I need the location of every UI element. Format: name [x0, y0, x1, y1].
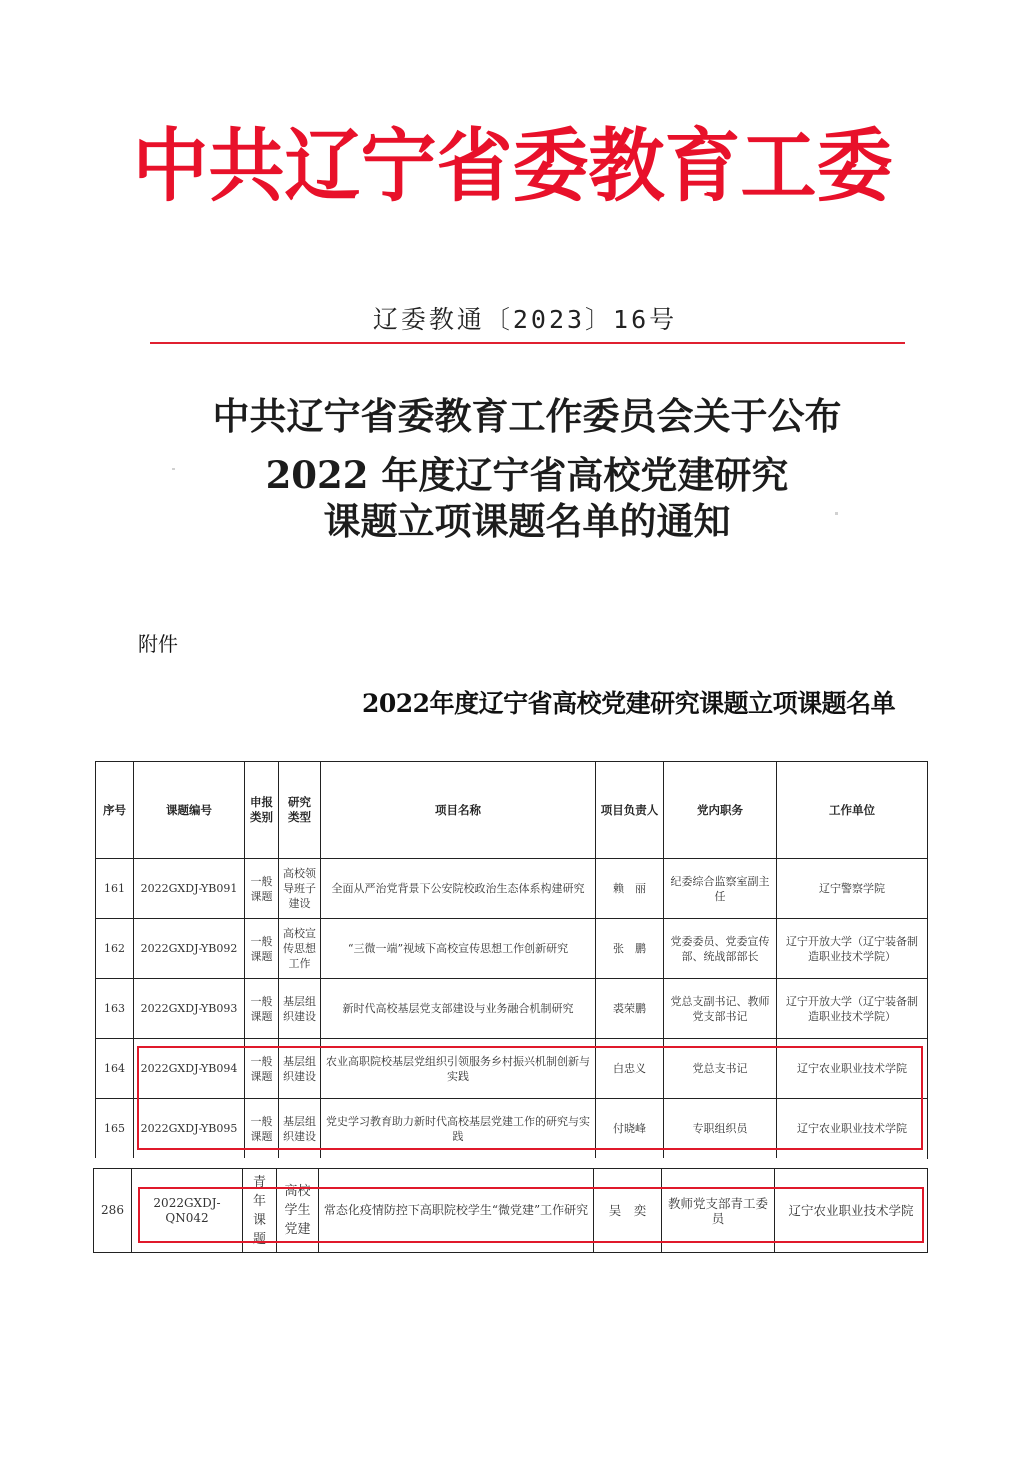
attachment-label: 附件: [138, 632, 178, 656]
cell-project: 农业高职院校基层党组织引领服务乡村振兴机制创新与实践: [321, 1039, 596, 1099]
cell-leader: 付晓峰: [596, 1099, 664, 1159]
cell-category: 一般课题: [245, 919, 279, 979]
cell-code: 2022GXDJ-QN042: [132, 1169, 243, 1253]
cell-leader: 赖 丽: [596, 859, 664, 919]
cell-category: 一般课题: [245, 1039, 279, 1099]
cell-code: 2022GXDJ-YB095: [134, 1099, 245, 1159]
list-title: 2022年度辽宁省高校党建研究课题立项课题名单: [362, 689, 896, 718]
cell-duty: 纪委综合监察室副主任: [664, 859, 777, 919]
cell-type: 基层组织建设: [279, 1099, 321, 1159]
cell-seq: 163: [96, 979, 134, 1039]
cell-unit: 辽宁农业职业技术学院: [777, 1099, 928, 1159]
column-header-code: 课题编号: [134, 762, 245, 859]
column-header-type: 研究类型: [279, 762, 321, 859]
cell-code: 2022GXDJ-YB094: [134, 1039, 245, 1099]
column-header-leader: 项目负责人: [596, 762, 664, 859]
cell-category: 青年课题: [243, 1169, 277, 1253]
cell-category: 一般课题: [245, 859, 279, 919]
table-row: [96, 979, 928, 1039]
document-number: 辽委教通〔2023〕16号: [372, 305, 678, 334]
notice-title-line-3: 课题立项课题名单的通知: [323, 499, 731, 543]
cell-seq: 161: [96, 859, 134, 919]
cell-type: 基层组织建设: [279, 1039, 321, 1099]
cell-code: 2022GXDJ-YB092: [134, 919, 245, 979]
cell-duty: 教师党支部青工委员: [662, 1169, 775, 1253]
cell-project: 党史学习教育助力新时代高校基层党建工作的研究与实践: [321, 1099, 596, 1159]
cell-project: “三微一端”视域下高校宣传思想工作创新研究: [321, 919, 596, 979]
cell-unit: 辽宁农业职业技术学院: [775, 1169, 928, 1253]
column-header-seq: 序号: [96, 762, 134, 859]
highlight-box-row-286: [138, 1187, 924, 1243]
cell-duty: 党总支副书记、教师党支部书记: [664, 979, 777, 1039]
cell-unit: 辽宁农业职业技术学院: [777, 1039, 928, 1099]
highlight-box-rows-164-165: [137, 1046, 923, 1150]
column-header-project: 项目名称: [321, 762, 596, 859]
scan-speck: [172, 468, 175, 470]
cell-duty: 党总支书记: [664, 1039, 777, 1099]
cell-leader: 裘荣鹏: [596, 979, 664, 1039]
column-header-unit: 工作单位: [777, 762, 928, 859]
cell-project: 常态化疫情防控下高职院校学生“微党建”工作研究: [319, 1169, 594, 1253]
cell-seq: 164: [96, 1039, 134, 1099]
cell-seq: 162: [96, 919, 134, 979]
cell-code: 2022GXDJ-YB091: [134, 859, 245, 919]
cell-project: 新时代高校基层党支部建设与业务融合机制研究: [321, 979, 596, 1039]
cell-type: 高校宣传思想工作: [279, 919, 321, 979]
cell-leader: 吴 奕: [594, 1169, 662, 1253]
cell-type: 高校学生党建: [277, 1169, 319, 1253]
cell-category: 一般课题: [245, 979, 279, 1039]
table-gap: [95, 1158, 927, 1168]
notice-title-line-2: 2022 年度辽宁省高校党建研究: [265, 453, 789, 497]
column-header-category: 申报类别: [245, 762, 279, 859]
table-row: [96, 919, 928, 979]
cell-project: 全面从严治党背景下公安院校政治生态体系构建研究: [321, 859, 596, 919]
table-row: [96, 859, 928, 919]
cell-code: 2022GXDJ-YB093: [134, 979, 245, 1039]
cell-unit: 辽宁开放大学（辽宁装备制造职业技术学院）: [777, 919, 928, 979]
cell-seq: 165: [96, 1099, 134, 1159]
cell-category: 一般课题: [245, 1099, 279, 1159]
table-header-row: [96, 762, 928, 859]
cell-unit: 辽宁警察学院: [777, 859, 928, 919]
red-rule: [150, 342, 905, 344]
cell-leader: 张 鹏: [596, 919, 664, 979]
cell-unit: 辽宁开放大学（辽宁装备制造职业技术学院）: [777, 979, 928, 1039]
notice-title-line-1: 中共辽宁省委教育工作委员会关于公布: [212, 394, 842, 438]
scan-speck: [835, 512, 838, 515]
cell-leader: 白忠义: [596, 1039, 664, 1099]
cell-type: 高校领导班子建设: [279, 859, 321, 919]
cell-duty: 党委委员、党委宣传部、统战部部长: [664, 919, 777, 979]
masthead: 中共辽宁省委教育工委: [132, 118, 893, 213]
column-header-duty: 党内职务: [664, 762, 777, 859]
cell-type: 基层组织建设: [279, 979, 321, 1039]
cell-duty: 专职组织员: [664, 1099, 777, 1159]
cell-seq: 286: [94, 1169, 132, 1253]
